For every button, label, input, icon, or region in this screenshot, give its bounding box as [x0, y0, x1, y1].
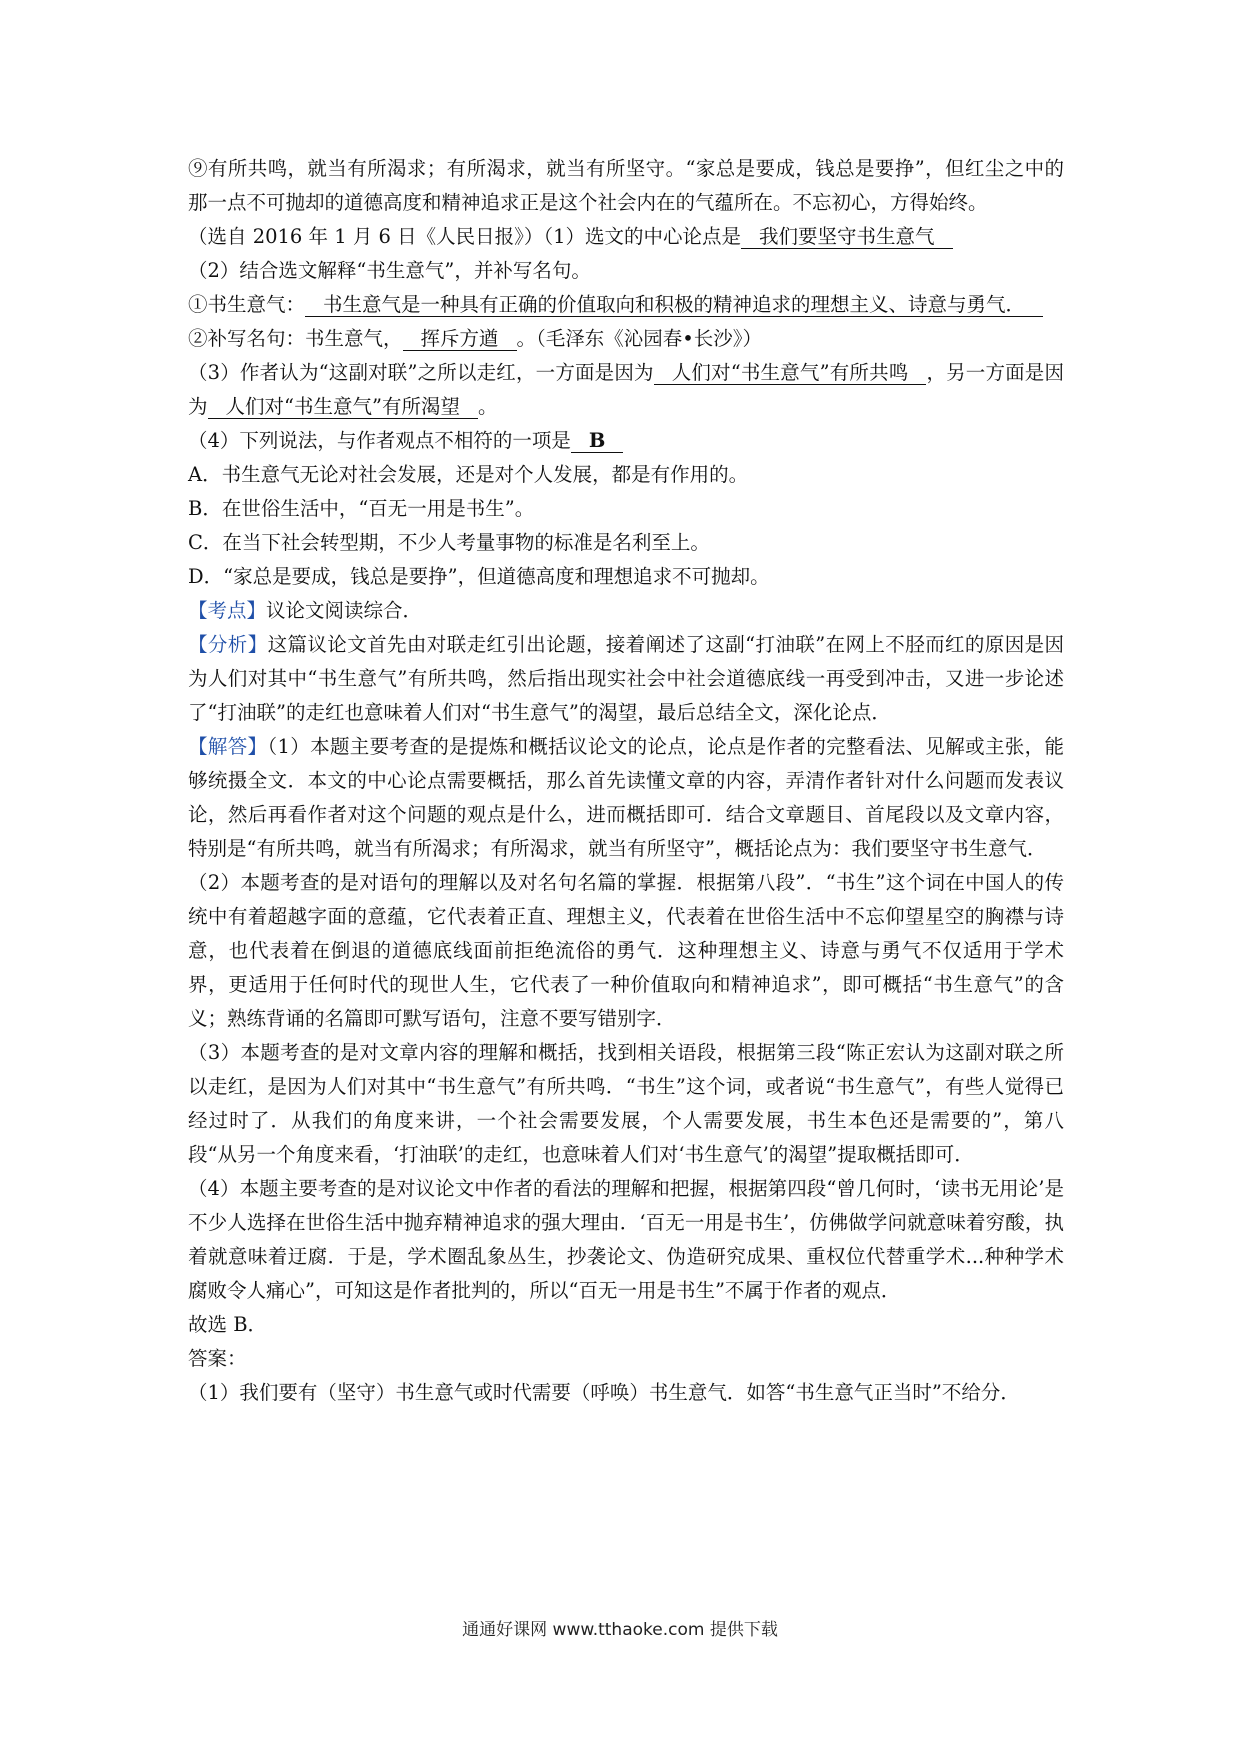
page-footer: 通通好课网 www.tthaoke.com 提供下载 — [462, 1620, 778, 1640]
q3-answer-1: 人们对“书生意气”有所共鸣 — [654, 361, 927, 385]
answer-1: （1）我们要有（坚守）书生意气或时代需要（呼唤）书生意气．如答“书生意气正当时”不给分． — [188, 1381, 1020, 1404]
fenxi-text: 这篇议论文首先由对联走红引出论题，接着阐述了这副“打油联”在网上不胫而红的原因是因为人们对其中“书生意气”有所共鸣，然后指出现实社会中社会道德底线一再受到冲击，又进一步论述了“打油联”的走红也意味着人们对“书生意气”的渴望，最后总结全文，深化论点． — [188, 633, 1064, 724]
kaodian-text: 议论文阅读综合． — [266, 599, 423, 622]
q2b-suffix: 。（毛泽东《沁园春•长沙》） — [516, 327, 763, 350]
option-b: B．在世俗生活中，“百无一用是书生”。 — [188, 497, 535, 520]
question-3 — [188, 356, 1064, 424]
q1-answer: 我们要坚守书生意气 — [741, 225, 953, 249]
option-d: D．“家总是要成，钱总是要挣”，但道德高度和理想追求不可抛却。 — [188, 565, 770, 588]
option-a: A．书生意气无论对社会发展，还是对个人发展，都是有作用的。 — [188, 463, 749, 486]
answer-label: 答案： — [188, 1347, 247, 1370]
question-2a — [188, 288, 1064, 322]
jieda-p1: （1）本题主要考查的是提炼和概括议论文的论点，论点是作者的完整看法、见解或主张，能够统摄全文．本文的中心论点需要概括，那么首先读懂文章的内容，弄清作者针对什么问题而发表议论，然后再看作者对这个问题的观点是什么，进而概括即可．结合文章题目、首尾段以及文章内容，特别是“有所共鸣，就当有所渴求；有所渴求，就当有所坚守”，概括论点为：我们要坚守书生意气． — [188, 735, 1064, 860]
question-1 — [188, 220, 1064, 254]
paragraph-9: ⑨有所共鸣，就当有所渴求；有所渴求，就当有所坚守。“家总是要成，钱总是要挣”，但红尘之中的那一点不可抛却的道德高度和精神追求正是这个社会内在的气蕴所在。不忘初心，方得始终。 — [188, 157, 1064, 214]
document-body — [188, 152, 1064, 1410]
kaodian-section — [188, 594, 1064, 628]
question-2b — [188, 322, 1064, 356]
q3-mid: ，另一方面是因为 — [188, 361, 1064, 418]
jieda-p3: （3）本题考查的是对文章内容的理解和概括，找到相关语段，根据第三段“陈正宏认为这副对联之所以走红，是因为人们对其中“书生意气”有所共鸣．“书生”这个词，或者说“书生意气”，有些人觉得已经过时了．从我们的角度来讲，一个社会需要发展，个人需要发展，书生本色还是需要的”，第八段“从另一个角度来看，‘打油联’的走红，也意味着人们对‘书生意气’的渴望”提取概括即可． — [188, 1041, 1064, 1166]
q2b-label: ②补写名句：书生意气， — [188, 327, 403, 350]
q3-answer-2: 人们对“书生意气”有所渴望 — [208, 395, 478, 419]
q3-suffix: 。 — [477, 395, 498, 418]
q1-prefix: （选自 2016 年 1 月 6 日《人民日报》）（1）选文的中心论点是 — [188, 225, 742, 248]
question-4 — [188, 424, 1064, 458]
jieda-tag: 【解答】 — [188, 735, 268, 758]
fenxi-section — [188, 628, 1064, 730]
jieda-p4: （4）本题主要考查的是对议论文中作者的看法的理解和把握，根据第四段“曾几何时，‘读书无用论’是不少人选择在世俗生活中抛弃精神追求的强大理由．‘百无一用是书生’，仿佛做学问就意味着穷酸，执着就意味着迂腐．于是，学术圈乱象丛生，抄袭论文、伪造研究成果、重权位代替重学术...种种学术腐败令人痛心”，可知这是作者批判的，所以“百无一用是书生”不属于作者的观点． — [188, 1177, 1064, 1302]
q2a-label: ①书生意气： — [188, 293, 306, 316]
question-2-title: （2）结合选文解释“书生意气”，并补写名句。 — [188, 259, 591, 282]
jieda-choice: 故选 B． — [188, 1313, 268, 1336]
q4-prefix: （4）下列说法，与作者观点不相符的一项是 — [188, 429, 571, 452]
option-c: C．在当下社会转型期，不少人考量事物的标准是名利至上。 — [188, 531, 710, 554]
fenxi-tag: 【分析】 — [188, 633, 268, 656]
q2b-answer: 挥斥方遒 — [403, 327, 517, 351]
q4-answer: B — [571, 429, 623, 453]
q3-prefix: （3）作者认为“这副对联”之所以走红，一方面是因为 — [188, 361, 654, 384]
kaodian-tag: 【考点】 — [188, 599, 267, 622]
q2a-answer: 书生意气是一种具有正确的价值取向和积极的精神追求的理想主义、诗意与勇气． — [305, 293, 1043, 317]
jieda-p2: （2）本题考查的是对语句的理解以及对名句名篇的掌握．根据第八段”．“书生”这个词在中国人的传统中有着超越字面的意蕴，它代表着正直、理想主义，代表着在世俗生活中不忘仰望星空的胸襟与诗意，也代表着在倒退的道德底线面前拒绝流俗的勇气．这种理想主义、诗意与勇气不仅适用于学术界，更适用于任何时代的现世人生，它代表了一种价值取向和精神追求”，即可概括“书生意气”的含义；熟练背诵的名篇即可默写语句，注意不要写错别字． — [188, 871, 1064, 1030]
jieda-section — [188, 730, 1064, 866]
